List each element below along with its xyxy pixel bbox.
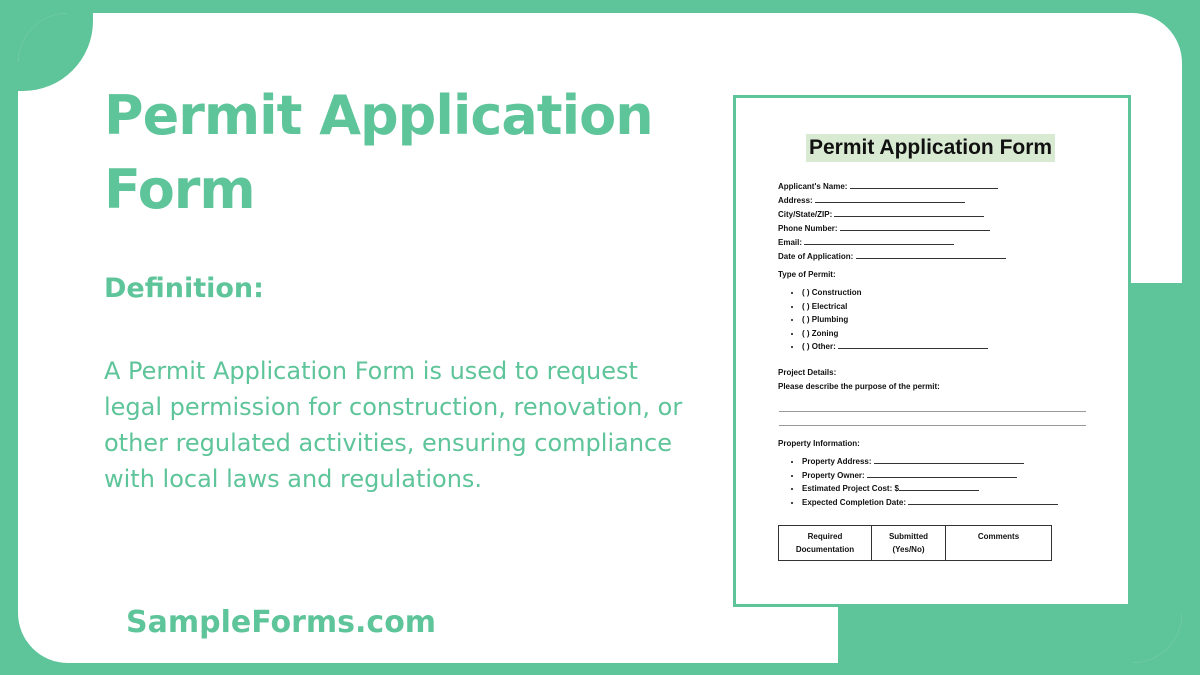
field-blank [874,455,1024,464]
permit-option [802,313,988,327]
answer-line [779,411,1086,412]
field-blank [899,482,979,491]
field-blank [867,469,1017,478]
brand-logo-text[interactable]: SampleForms.com [126,605,437,640]
field-label: City/State/ZIP: [778,210,833,219]
documentation-table [778,525,1052,561]
project-details-heading: Project Details: [778,368,837,377]
table-header-submitted: Submitted (Yes/No) [872,526,946,560]
permit-option [802,340,988,354]
field-blank [908,496,1058,505]
property-item [802,482,1058,496]
permit-option-label: ( ) Construction [802,288,862,297]
field-blank [815,194,965,203]
field-blank [850,180,998,189]
card [18,13,1182,663]
decor-blob-top-left [18,13,93,91]
field-blank [834,208,984,217]
field-label: Phone Number: [778,224,838,233]
field-blank [838,340,988,349]
property-info-heading: Property Information: [778,439,860,448]
definition-text: A Permit Application Form is used to request legal permission for construction, renovation, or other regulated activities, ensuring compliance with local laws and regulations. [104,357,683,493]
field-city-state-zip [778,208,1006,222]
field-label: Date of Application: [778,252,854,261]
field-label: Applicant's Name: [778,182,848,191]
property-item-label: Estimated Project Cost: $ [802,484,899,493]
property-item-label: Property Owner: [802,470,865,480]
property-item-label: Property Address: [802,457,872,466]
permit-type-heading: Type of Permit: [778,270,836,279]
permit-option-label: ( ) Plumbing [802,315,849,324]
property-item [802,469,1058,483]
field-email [778,236,1006,250]
permit-option [802,327,988,341]
permit-option [802,300,988,314]
form-preview-title: Permit Application Form [806,134,1055,162]
permit-option-label: ( ) Electrical [802,301,848,311]
field-address [778,194,1006,208]
field-blank [840,222,990,231]
field-blank [804,236,954,245]
field-applicant-name [778,180,1006,194]
form-preview [733,95,1131,607]
page-title: Permit Application Form [104,84,653,221]
applicant-fields [778,180,1006,264]
field-label: Address: [778,196,813,205]
field-phone [778,222,1006,236]
property-item-label: Expected Completion Date: [802,497,907,507]
answer-line [779,425,1086,426]
permit-type-list [778,286,988,354]
permit-option-label: ( ) Other: [802,342,836,351]
field-date [778,250,1006,264]
property-info-list [778,455,1058,509]
field-label: Email: [778,238,803,247]
field-blank [856,250,1006,259]
table-header-required-documentation: Required Documentation [779,526,872,560]
property-item [802,496,1058,510]
permit-option-label: ( ) Zoning [802,328,839,338]
project-details-prompt: Please describe the purpose of the permit: [778,382,940,391]
definition-heading: Definition: [104,273,264,304]
permit-option [802,286,988,300]
table-header-comments: Comments [977,532,1020,541]
property-item [802,455,1058,469]
